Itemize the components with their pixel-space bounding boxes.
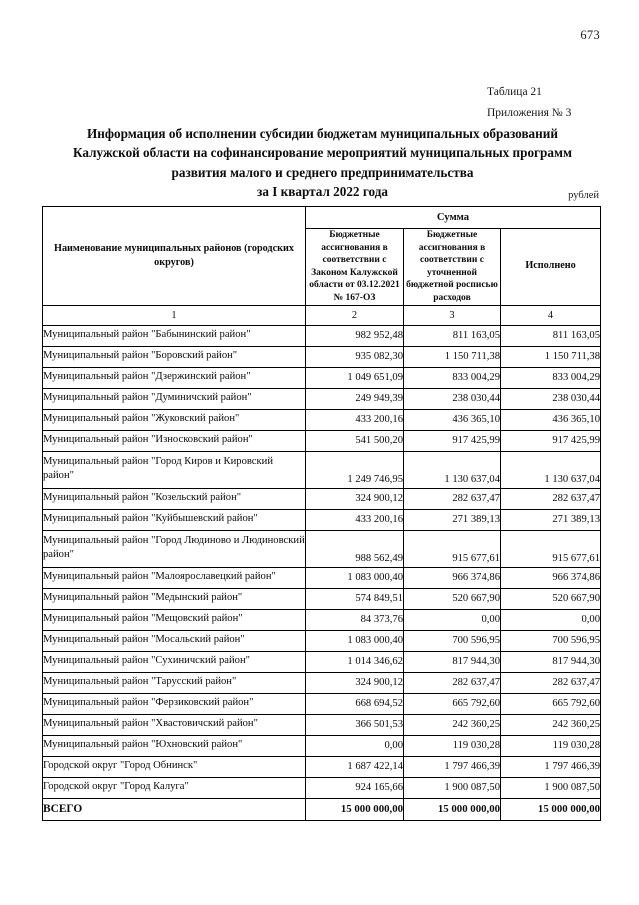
row-executed-value: 917 425,99: [501, 430, 601, 451]
row-law-assignments-value: 924 165,66: [306, 777, 404, 798]
row-municipality-name: Муниципальный район "Город Людиново и Людиновский район": [43, 530, 306, 567]
units-label: рублей: [568, 190, 599, 201]
caption-block: [441, 82, 601, 124]
table-row: [43, 409, 601, 430]
column-number-row: [43, 305, 601, 325]
table-row: [43, 651, 601, 672]
table-row: [43, 388, 601, 409]
page-title: [46, 124, 599, 202]
table-row: [43, 756, 601, 777]
row-executed-value: 1 150 711,38: [501, 346, 601, 367]
row-executed-value: 966 374,86: [501, 567, 601, 588]
row-municipality-name: Муниципальный район "Сухиничский район": [43, 651, 306, 672]
row-refined-assignments-value: 238 030,44: [404, 388, 501, 409]
table-row: [43, 588, 601, 609]
row-refined-assignments-value: 1 900 087,50: [404, 777, 501, 798]
row-executed-value: 119 030,28: [501, 735, 601, 756]
row-municipality-name: Городской округ "Город Калуга": [43, 777, 306, 798]
row-executed-value: 282 637,47: [501, 672, 601, 693]
report-table: [42, 206, 601, 821]
row-refined-assignments-value: 700 596,95: [404, 630, 501, 651]
table-row: [43, 693, 601, 714]
row-law-assignments-value: 324 900,12: [306, 488, 404, 509]
table-row: [43, 530, 601, 567]
row-refined-assignments-value: 282 637,47: [404, 672, 501, 693]
row-executed-value: 238 030,44: [501, 388, 601, 409]
row-municipality-name: Муниципальный район "Малоярославецкий район": [43, 567, 306, 588]
row-municipality-name: Муниципальный район "Дзержинский район": [43, 367, 306, 388]
table-row: [43, 488, 601, 509]
total-law-assignments-value: 15 000 000,00: [306, 798, 404, 820]
title-line-2: Калужской области на софинансирование мероприятий муниципальных программ: [73, 145, 572, 161]
row-law-assignments-value: 433 200,16: [306, 409, 404, 430]
row-refined-assignments-value: 242 360,25: [404, 714, 501, 735]
row-law-assignments-value: 1 049 651,09: [306, 367, 404, 388]
total-executed-value: 15 000 000,00: [501, 798, 601, 820]
row-municipality-name: Муниципальный район "Куйбышевский район": [43, 509, 306, 530]
page-number: 673: [580, 28, 600, 42]
table-body: [43, 325, 601, 820]
table-row: [43, 714, 601, 735]
report-table-wrapper: [42, 206, 600, 821]
row-municipality-name: Муниципальный район "Жуковский район": [43, 409, 306, 430]
row-municipality-name: Муниципальный район "Город Киров и Кировский район": [43, 451, 306, 488]
row-executed-value: 1 900 087,50: [501, 777, 601, 798]
row-executed-value: 242 360,25: [501, 714, 601, 735]
row-municipality-name: Муниципальный район "Думиничский район": [43, 388, 306, 409]
table-row: [43, 567, 601, 588]
row-refined-assignments-value: 811 163,05: [404, 325, 501, 346]
column-header-refined-assignments: Бюджетные ассигнования в соответствии с уточненной бюджетной росписью расходов: [404, 229, 501, 306]
column-header-law-assignments: Бюджетные ассигнования в соответствии с Законом Калужской области от 03.12.2021 № 167-ОЗ: [306, 229, 404, 306]
column-header-executed: Исполнено: [501, 229, 601, 306]
row-law-assignments-value: 982 952,48: [306, 325, 404, 346]
row-municipality-name: Муниципальный район "Юхновский район": [43, 735, 306, 756]
total-refined-assignments-value: 15 000 000,00: [404, 798, 501, 820]
row-executed-value: 271 389,13: [501, 509, 601, 530]
row-refined-assignments-value: 520 667,90: [404, 588, 501, 609]
row-law-assignments-value: 574 849,51: [306, 588, 404, 609]
table-reference: Таблица 21: [487, 86, 542, 98]
row-municipality-name: Муниципальный район "Мещовский район": [43, 609, 306, 630]
row-law-assignments-value: 84 373,76: [306, 609, 404, 630]
row-law-assignments-value: 324 900,12: [306, 672, 404, 693]
row-executed-value: 1 797 466,39: [501, 756, 601, 777]
table-row: [43, 367, 601, 388]
row-municipality-name: Муниципальный район "Ферзиковский район": [43, 693, 306, 714]
column-header-name: Наименование муниципальных районов (городских округов): [43, 207, 306, 306]
row-executed-value: 436 365,10: [501, 409, 601, 430]
row-executed-value: 817 944,30: [501, 651, 601, 672]
row-municipality-name: Муниципальный район "Хвастовичский район": [43, 714, 306, 735]
row-municipality-name: Муниципальный район "Тарусский район": [43, 672, 306, 693]
row-law-assignments-value: 541 500,20: [306, 430, 404, 451]
row-refined-assignments-value: 282 637,47: [404, 488, 501, 509]
row-executed-value: 700 596,95: [501, 630, 601, 651]
row-refined-assignments-value: 917 425,99: [404, 430, 501, 451]
table-total-row: [43, 798, 601, 820]
row-refined-assignments-value: 1 130 637,04: [404, 451, 501, 488]
title-line-1: Информация об исполнении субсидии бюджетам муниципальных образований: [87, 126, 558, 141]
row-law-assignments-value: 935 082,30: [306, 346, 404, 367]
row-executed-value: 811 163,05: [501, 325, 601, 346]
row-municipality-name: Муниципальный район "Бабынинский район": [43, 325, 306, 346]
row-law-assignments-value: 668 694,52: [306, 693, 404, 714]
row-municipality-name: Муниципальный район "Боровский район": [43, 346, 306, 367]
table-row: [43, 451, 601, 488]
appendix-reference: Приложения № 3: [487, 107, 572, 119]
row-municipality-name: Городской округ "Город Обнинск": [43, 756, 306, 777]
row-executed-value: 665 792,60: [501, 693, 601, 714]
row-refined-assignments-value: 966 374,86: [404, 567, 501, 588]
row-executed-value: 915 677,61: [501, 530, 601, 567]
row-executed-value: 0,00: [501, 609, 601, 630]
row-law-assignments-value: 0,00: [306, 735, 404, 756]
row-law-assignments-value: 1 249 746,95: [306, 451, 404, 488]
row-refined-assignments-value: 271 389,13: [404, 509, 501, 530]
column-number-4: 4: [501, 305, 601, 325]
row-municipality-name: Муниципальный район "Медынский район": [43, 588, 306, 609]
row-law-assignments-value: 249 949,39: [306, 388, 404, 409]
column-header-sum: Сумма: [306, 207, 601, 229]
row-refined-assignments-value: 915 677,61: [404, 530, 501, 567]
table-row: [43, 509, 601, 530]
row-executed-value: 1 130 637,04: [501, 451, 601, 488]
row-refined-assignments-value: 665 792,60: [404, 693, 501, 714]
table-head: [43, 207, 601, 326]
row-executed-value: 833 004,29: [501, 367, 601, 388]
row-municipality-name: Муниципальный район "Мосальский район": [43, 630, 306, 651]
column-number-3: 3: [404, 305, 501, 325]
row-executed-value: 520 667,90: [501, 588, 601, 609]
row-municipality-name: Муниципальный район "Износковский район": [43, 430, 306, 451]
total-label: ВСЕГО: [43, 798, 306, 820]
table-row: [43, 735, 601, 756]
row-law-assignments-value: 1 014 346,62: [306, 651, 404, 672]
row-law-assignments-value: 366 501,53: [306, 714, 404, 735]
title-line-3: развития малого и среднего предпринимательства: [171, 164, 474, 180]
table-row: [43, 325, 601, 346]
row-refined-assignments-value: 817 944,30: [404, 651, 501, 672]
row-refined-assignments-value: 119 030,28: [404, 735, 501, 756]
column-number-1: 1: [43, 305, 306, 325]
table-row: [43, 346, 601, 367]
row-law-assignments-value: 988 562,49: [306, 530, 404, 567]
table-row: [43, 430, 601, 451]
row-law-assignments-value: 1 687 422,14: [306, 756, 404, 777]
row-refined-assignments-value: 833 004,29: [404, 367, 501, 388]
table-row: [43, 777, 601, 798]
table-row: [43, 672, 601, 693]
title-line-4: за I квартал 2022 года: [257, 184, 388, 200]
column-number-2: 2: [306, 305, 404, 325]
row-refined-assignments-value: 0,00: [404, 609, 501, 630]
row-law-assignments-value: 1 083 000,40: [306, 567, 404, 588]
row-refined-assignments-value: 1 150 711,38: [404, 346, 501, 367]
table-row: [43, 609, 601, 630]
row-refined-assignments-value: 436 365,10: [404, 409, 501, 430]
header-row-group: [43, 207, 601, 229]
row-law-assignments-value: 1 083 000,40: [306, 630, 404, 651]
table-row: [43, 630, 601, 651]
row-refined-assignments-value: 1 797 466,39: [404, 756, 501, 777]
row-municipality-name: Муниципальный район "Козельский район": [43, 488, 306, 509]
row-law-assignments-value: 433 200,16: [306, 509, 404, 530]
row-executed-value: 282 637,47: [501, 488, 601, 509]
